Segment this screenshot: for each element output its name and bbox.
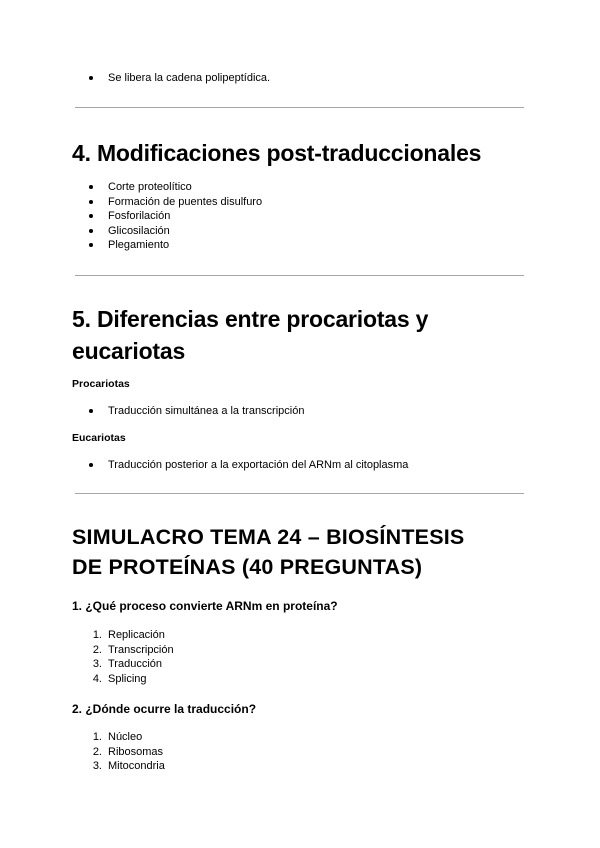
option-item bbox=[72, 759, 165, 774]
list-item: Formación de puentes disulfuro bbox=[72, 195, 262, 210]
option-item bbox=[72, 657, 174, 672]
list-item: Glicosilación bbox=[72, 224, 262, 239]
divider bbox=[75, 107, 524, 108]
section-5-title-line2: eucariotas bbox=[72, 338, 186, 364]
option-text: Traducción bbox=[108, 658, 163, 671]
section-4-list bbox=[72, 180, 262, 253]
option-text: Ribosomas bbox=[108, 745, 164, 758]
option-item bbox=[72, 745, 165, 760]
list-item: Traducción simultánea a la transcripción bbox=[72, 404, 304, 419]
option-number: 2. bbox=[92, 643, 102, 656]
list-item: Traducción posterior a la exportación del ARNm al citoplasma bbox=[72, 458, 408, 473]
question-1-options bbox=[72, 628, 174, 686]
question-2: 2. ¿Dónde ocurre la traducción? bbox=[72, 702, 257, 716]
eucariotas-heading: Eucariotas bbox=[72, 432, 126, 444]
procariotas-list bbox=[72, 404, 304, 419]
option-text: Replicación bbox=[108, 629, 165, 641]
divider bbox=[75, 493, 524, 494]
list-item: Plegamiento bbox=[72, 238, 262, 253]
option-number: 4. bbox=[92, 672, 102, 685]
simulacro-title-line2: DE PROTEÍNAS (40 PREGUNTAS) bbox=[72, 555, 423, 579]
section-5-title-line1: 5. Diferencias entre procariotas y bbox=[72, 306, 429, 332]
procariotas-heading: Procariotas bbox=[72, 378, 130, 390]
option-item bbox=[72, 643, 174, 658]
simulacro-title bbox=[72, 522, 464, 582]
option-number: 1. bbox=[92, 731, 102, 743]
option-text: Núcleo bbox=[108, 731, 143, 743]
option-number: 1. bbox=[92, 629, 102, 641]
eucariotas-list bbox=[72, 458, 408, 473]
intro-list bbox=[72, 71, 270, 86]
question-1: 1. ¿Qué proceso convierte ARNm en proteína? bbox=[72, 599, 338, 613]
list-item: Corte proteolítico bbox=[72, 180, 262, 195]
question-2-options bbox=[72, 730, 165, 774]
option-text: Transcripción bbox=[108, 643, 174, 656]
option-item bbox=[72, 672, 174, 687]
option-number: 2. bbox=[92, 745, 102, 758]
list-item: Fosforilación bbox=[72, 209, 262, 224]
section-5-title bbox=[72, 303, 428, 367]
option-number: 3. bbox=[92, 760, 102, 773]
simulacro-title-line1: SIMULACRO TEMA 24 – BIOSÍNTESIS bbox=[72, 525, 465, 549]
option-text: Mitocondria bbox=[108, 760, 165, 773]
divider bbox=[75, 275, 524, 276]
section-4-title: 4. Modificaciones post-traduccionales bbox=[72, 140, 482, 166]
option-item bbox=[72, 628, 174, 643]
list-item: Se libera la cadena polipeptídica. bbox=[72, 71, 270, 86]
option-text: Splicing bbox=[108, 672, 147, 685]
option-item bbox=[72, 730, 165, 745]
option-number: 3. bbox=[92, 658, 102, 671]
